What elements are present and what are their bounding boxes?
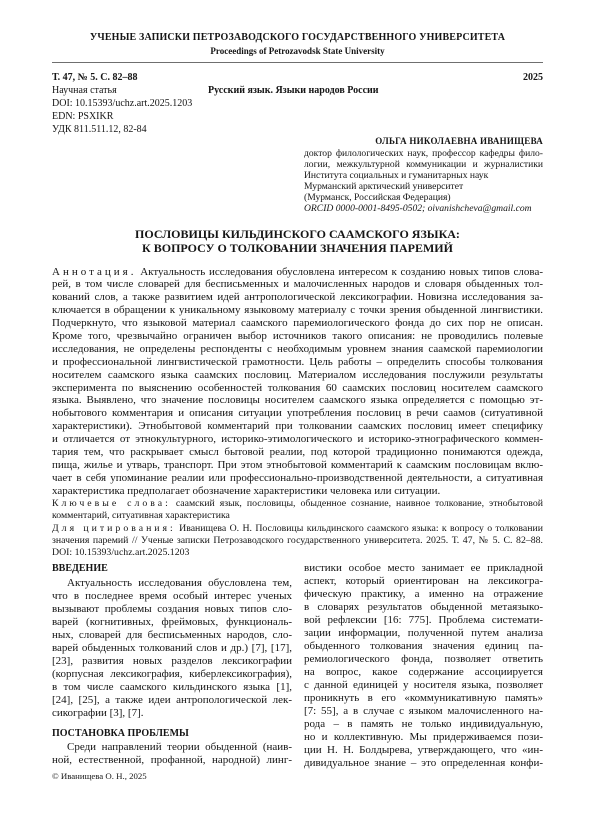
- citation: [52, 523, 543, 559]
- abstract-line: носителем саамского языка саамских пословиц. Материалом исследования послужили результаты: [52, 368, 543, 381]
- abstract-line: [52, 266, 543, 279]
- author-name: ОЛЬГА НИКОЛАЕВНА ИВАНИЩЕВА: [375, 136, 543, 146]
- article-metadata: [52, 84, 192, 136]
- citation-line: DOI: 10.15393/uchz.art.2025.1203: [52, 547, 190, 558]
- abstract-line: Кроме того, чрезвычайно ограничен выбор источников такого описания: не проводились полевые: [52, 329, 543, 342]
- body-text-line: рода – в память не только индивидуальную,: [304, 717, 543, 730]
- abstract-line: характеристика предполагает обозначение характеристики человека или ситуации.: [52, 484, 441, 497]
- body-text-line: ремиологического фонда, позволяет ответить: [304, 652, 543, 665]
- author-affiliation-line: Мурманский арктический университет: [304, 180, 464, 192]
- abstract: [52, 266, 543, 498]
- header-rule: [52, 62, 543, 63]
- body-text-line: (корпусная лексикография, киберлексикография),: [52, 667, 292, 680]
- body-text-line: Среди направлений теории обыденной (наив-: [67, 740, 292, 753]
- keywords-label: Ключевые слова:: [52, 498, 171, 509]
- body-text-line: варей (когнитивных, фреймовых, функциональ-: [52, 615, 292, 628]
- body-text-line: с данной единицей у носителя языка, позволяет: [304, 678, 543, 691]
- citation-label: Для цитирования:: [52, 523, 176, 534]
- abstract-line: и профессиональной лингвистической грамотности. Цель работы – определить способы толкования: [52, 355, 543, 368]
- body-text-line: но и коллективную. Мы придерживаемся пози-: [304, 730, 543, 743]
- edn: EDN: PSXIKR: [52, 111, 114, 122]
- body-text-line: на вопрос, какое содержание ассоциируется: [304, 665, 543, 678]
- article-title: [52, 227, 543, 255]
- copyright-notice: © Иванищева О. Н., 2025: [52, 771, 147, 781]
- keywords-line-text: саамский язык, пословицы, обыденное сознание, наивное толкование, этнобытовой: [175, 498, 543, 509]
- body-text-line: в том числе саамского кильдинского языка [1],: [52, 680, 292, 693]
- body-text-line: [23], развития новых разделов лексикографии: [52, 654, 292, 667]
- journal-subtitle: Proceedings of Petrozavodsk State University: [210, 46, 385, 56]
- abstract-line: кований слов, а также развитием идей антропологической лексикографии. Новизна исследования за-: [52, 291, 543, 304]
- body-text-line: ных, словарей для бесписьменных народов, сло-: [52, 628, 292, 641]
- body-text-line: [7: 55], а в случае с языком малочисленного на-: [304, 704, 543, 717]
- author-affiliation-line: доктор филологических наук, профессор кафедры фило-: [304, 147, 543, 159]
- abstract-line: и отличается от этнокультурного, историко-этимологического и историко-этнографического коммен-: [52, 433, 543, 446]
- author-orcid-email: ORCID 0000-0001-8495-0502; oivanishcheva@gmail.com: [304, 202, 532, 214]
- body-text-line: проникнуть в его «коммуникативную память»: [304, 691, 543, 704]
- author-affiliation-line: Института социальных и гуманитарных наук: [304, 169, 489, 181]
- body-text-line: в словарях результатов обыденной метаязыко-: [304, 600, 543, 613]
- author-affiliation-line: логии, межкультурной коммуникации и журналистики: [304, 158, 543, 170]
- abstract-line: Подчеркнуто, что языковой материал саамского паремиологического фонда до сих пор не описан.: [52, 317, 543, 330]
- abstract-line: чает в себя упоминание реалии или профессионально-производственной деятельности, а ситуативная: [52, 471, 543, 484]
- keywords-line: [52, 498, 543, 510]
- section-heading-problem: ПОСТАНОВКА ПРОБЛЕМЫ: [52, 727, 189, 739]
- abstract-line: нобытового комментария и описания ситуации употребления пословиц в речи саамов (ситуативной: [52, 407, 543, 420]
- abstract-line: исследования, не определены респонденты с необходимым уровнем знания саамской паремиологии: [52, 342, 543, 355]
- author-affiliation: [304, 148, 543, 214]
- article-title-line: К ВОПРОСУ О ТОЛКОВАНИИ ЗНАЧЕНИЯ ПАРЕМИЙ: [142, 241, 453, 255]
- abstract-line: рей, в том числе словарей для бесписьменных и малочисленных народов и словаря обыденных тол-: [52, 278, 543, 291]
- abstract-line: тария тем, что раскрывает смысл бытовой реалии, под которой традиционно понимаются одежда,: [52, 445, 543, 458]
- section-title: Русский язык. Языки народов России: [208, 85, 379, 96]
- citation-line: [52, 523, 543, 535]
- citation-line-text: Иванищева О. Н. Пословицы кильдинского саамского языка: к вопросу о толковании: [179, 523, 543, 534]
- doi: DOI: 10.15393/uchz.art.2025.1203: [52, 98, 193, 109]
- article-type: Научная статья: [52, 85, 117, 96]
- body-column-right: [304, 562, 543, 770]
- publication-year: 2025: [523, 71, 543, 83]
- volume-issue-pages: Т. 47, № 5. С. 82–88: [52, 71, 138, 83]
- udc: УДК 811.511.12, 82-84: [52, 124, 147, 135]
- abstract-line: эксперимента по выяснению особенностей толкования 60 саамских пословиц носителем саамского: [52, 381, 543, 394]
- body-text-line: вой рефлексии [16: 775]. Проблема системати-: [304, 613, 543, 626]
- journal-title: УЧЕНЫЕ ЗАПИСКИ ПЕТРОЗАВОДСКОГО ГОСУДАРСТВЕННОГО УНИВЕРСИТЕТА: [89, 32, 506, 43]
- body-text-line: ции Н. Н. Болдырева, утверждающего, что «ин-: [304, 743, 543, 756]
- article-title-line: ПОСЛОВИЦЫ КИЛЬДИНСКОГО СААМСКОГО ЯЗЫКА:: [135, 227, 460, 241]
- body-text-line: варей обыденных толкований слов и др.) [7], [17],: [52, 641, 292, 654]
- keywords: [52, 498, 543, 522]
- abstract-line: пища, жилье и утварь, транспорт. При этом этнобытовой комментарий к саамским пословицам вклю-: [52, 458, 543, 471]
- body-text-line: обыденного толкования значения единиц па-: [304, 639, 543, 652]
- body-column-left: [52, 562, 292, 767]
- citation-line: значения паремий // Ученые записки Петрозаводского государственного университета. 2025. Т. 47, № 5. С. 82–88.: [52, 535, 543, 546]
- body-text-line: сикографии [3], [7].: [52, 706, 144, 719]
- abstract-line-text: Актуальность исследования обусловлена интересом к созданию новых типов слова-: [140, 265, 543, 278]
- body-text-line: вистики особое место занимает ее прикладной: [304, 561, 543, 574]
- body-text-line: ной, естественной, профанной, народной) линг-: [52, 753, 292, 766]
- body-text-line: фическую практику, а именно на отражение: [304, 587, 543, 600]
- author-affiliation-line: (Мурманск, Российская Федерация): [304, 191, 451, 203]
- body-text-line: аспект, который ориентирован на лексикогра-: [304, 574, 543, 587]
- keywords-line: комментарий, ситуативная характеристика: [52, 510, 230, 521]
- body-text-line: Актуальность исследования обусловлена тем,: [67, 576, 292, 589]
- body-text-line: зации информации, полученной путем анализа: [304, 626, 543, 639]
- body-text-line: дивидуальное знание – это определенная конфи-: [304, 756, 543, 769]
- abstract-line: характеристики). Этнобытовой комментарий при толковании саамских пословиц имеет специфику: [52, 420, 543, 433]
- abstract-line: ключается в обращении к уникальному языковому материалу с точки зрения обыденной лингвистики.: [52, 304, 543, 317]
- abstract-line: языка. Выявлено, что значение пословицы носителем саамского языка определяется с помощью эт-: [52, 394, 543, 407]
- abstract-label: Аннотация.: [52, 265, 137, 278]
- body-text-line: [24], [25], а также идеи антропологической лек-: [52, 693, 292, 706]
- section-heading-introduction: ВВЕДЕНИЕ: [52, 562, 108, 574]
- body-text-line: вызывают проблемы создания новых типов сло-: [52, 602, 292, 615]
- body-text-line: что в последнее время особый интерес ученых: [52, 589, 292, 602]
